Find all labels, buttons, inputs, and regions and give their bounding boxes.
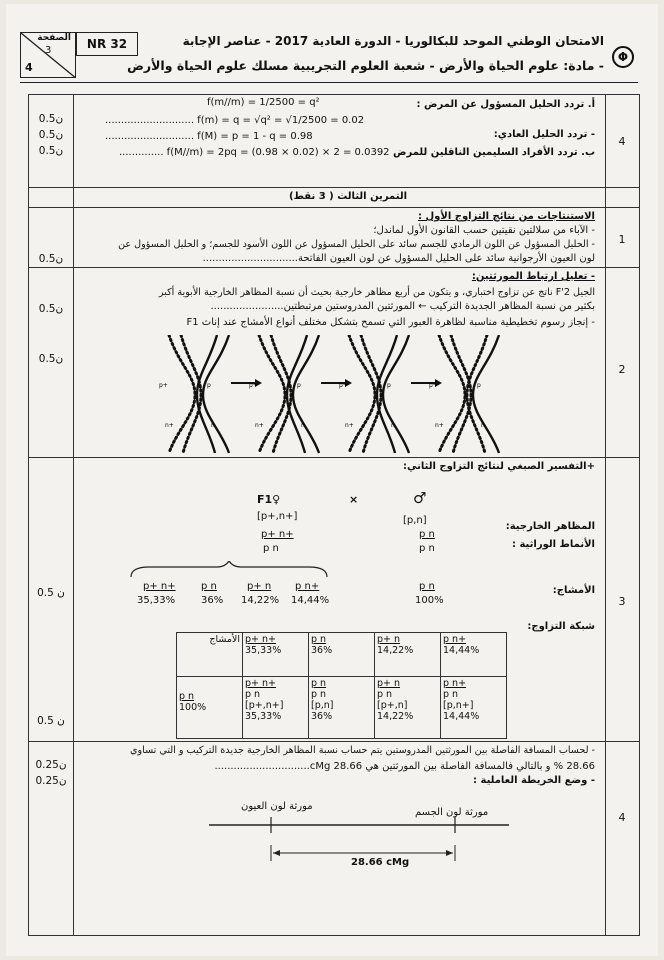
grid-cell	[243, 677, 309, 739]
row-divider	[29, 741, 639, 742]
genotype-label: الأنماط الوراثية :	[512, 539, 595, 550]
s4b-line: - لحساب المسافة الفاصلة بين المورثتين المدروستين يتم حساب نسبة المظاهر الخارجية جديدة التركيب و التي تساوي	[130, 745, 595, 756]
grid-row-label	[177, 677, 243, 739]
chromatid-solid	[473, 335, 499, 453]
question-column-divider	[605, 95, 606, 935]
gamete-genotype: p n+	[295, 581, 320, 592]
grid-header-percent: 14,22%	[377, 645, 414, 656]
page-number: 3	[45, 45, 52, 56]
grid-corner-label: الأمشاج	[209, 634, 240, 645]
allele-label: n+	[255, 422, 264, 429]
s3-heading: +التفسير الصبغي لنتائج التزاوج الثاني:	[403, 461, 595, 472]
grid-cell	[309, 677, 375, 739]
row-divider	[29, 207, 639, 208]
gamete-genotype: p n	[201, 581, 217, 592]
mark: 0.5 ن	[37, 587, 65, 599]
male-phenotype: [p,n]	[403, 515, 427, 526]
grid-corner	[177, 633, 243, 677]
allele-label: n	[391, 422, 395, 429]
cell-phenotype: [p+,n]	[377, 700, 408, 711]
grid-header-percent: 14,44%	[443, 645, 480, 656]
grid-header-percent: 36%	[311, 645, 333, 656]
allele-label: p	[207, 382, 211, 389]
s4b-line: 28.66 % و بالتالي فالمسافة الفاصلة بين المورثتين هي 28.66 cMg..............................	[214, 761, 595, 772]
grid-header-gamete: p n	[311, 634, 327, 645]
cell-percent: 36%	[311, 711, 333, 722]
chromatid-dotted	[259, 335, 285, 453]
row-divider	[29, 187, 639, 188]
mark: 0.5ن	[38, 145, 64, 157]
cell-percent: 14,22%	[377, 711, 414, 722]
allele-label: n+	[345, 422, 354, 429]
cell-genotype-bottom: p n	[443, 689, 459, 700]
grid-header	[309, 633, 375, 677]
s4a-normal-allele: - تردد الحليل العادي:	[493, 129, 595, 140]
s4a-carriers: ب. تردد الأفراد السليمين الناقلين للمرض	[393, 147, 595, 158]
page-label: الصفحة	[37, 33, 71, 43]
grid-row-gamete: p n	[179, 691, 195, 702]
cell-phenotype: [p+,n+]	[245, 700, 284, 711]
cell-genotype-bottom: p n	[311, 689, 327, 700]
gametes-brace	[129, 561, 329, 581]
allele-label: p	[477, 382, 481, 389]
cell-genotype-top: p n	[311, 678, 327, 689]
grid-header-gamete: p n+	[443, 634, 467, 645]
gamete-percent: 14,44%	[291, 595, 330, 606]
grid-header-percent: 35,33%	[245, 645, 282, 656]
grid-cell	[441, 677, 507, 739]
s1-heading: الاستنتاجات من نتائج التزاوج الأول :	[418, 211, 595, 222]
allele-label: p	[387, 382, 391, 389]
gamete-percent: 36%	[201, 595, 224, 606]
header-title: الامتحان الوطني الموحد للبكالوريا - الدورة العادية 2017 - عناصر الإجابة	[182, 34, 604, 48]
s2-line: بكثير من نسبة المظاهر الجديدة التركيب ← المورثتين المدروستين مرتبطتين.......................	[210, 301, 595, 312]
question-number: 2	[618, 363, 626, 376]
allele-label: n+	[435, 422, 444, 429]
page-number-box	[20, 32, 76, 78]
exam-page	[6, 4, 658, 956]
s2-line: - إنجاز رسوم تخطيطية مناسبة لظاهرة العبور التي تسمح بتشكل مختلف أنواع الأمشاج عند إناث F1	[186, 317, 595, 328]
question-number: 4	[618, 811, 626, 824]
map-distance: 28.66 cMg	[351, 857, 410, 868]
cell-genotype-top: p+ n+	[245, 678, 276, 689]
gamete-genotype: p+ n	[247, 581, 272, 592]
cell-percent: 35,33%	[245, 711, 282, 722]
mark: 0.5ن	[38, 129, 64, 141]
header-divider	[20, 82, 638, 83]
cell-phenotype: [p,n]	[311, 700, 334, 711]
mark: 0.5ن	[38, 303, 64, 315]
chromatid-solid	[383, 335, 409, 453]
mark: 0.5ن	[38, 113, 64, 125]
male-symbol: ♂	[413, 489, 427, 507]
chromatid-solid	[293, 335, 319, 453]
mark: 0.25ن	[35, 759, 67, 771]
gamete-percent: 35,33%	[137, 595, 176, 606]
allele-label: n+	[165, 422, 174, 429]
s2-heading: - تعليل ارتباط المورثتين:	[471, 271, 595, 282]
cell-genotype-bottom: p n	[377, 689, 393, 700]
female-geno-top: p+ n+	[261, 529, 294, 540]
gene-body-color: مورثة لون الجسم	[415, 807, 489, 818]
formula-2pq: .............. f(M//m) = 2pq = (0.98 × 0.02) × 2 = 0.0392	[119, 147, 390, 158]
grid-cell	[375, 677, 441, 739]
grid-header-gamete: p+ n	[377, 634, 401, 645]
cell-phenotype: [p,n+]	[443, 700, 474, 711]
logo-icon: Φ	[612, 46, 634, 68]
cell-percent: 14,44%	[443, 711, 480, 722]
cross-sign: ×	[349, 493, 359, 506]
formula-fM: ............................ f(M) = p = 1 - q = 0.98	[105, 131, 313, 142]
exam-code: NR 32	[76, 32, 138, 56]
allele-label: n	[211, 422, 215, 429]
chromatid-dotted	[349, 335, 375, 453]
chromatid-solid	[203, 335, 229, 453]
answer-grid	[28, 94, 640, 936]
cell-genotype-top: p+ n	[377, 678, 401, 689]
row-divider	[29, 457, 639, 458]
allele-label: p+	[159, 382, 168, 389]
s4a-title: أ. تردد الحليل المسؤول عن المرض :	[416, 99, 595, 110]
mark: 0.5 ن	[37, 715, 65, 727]
female-phenotype: [p+,n+]	[257, 511, 298, 522]
formula-fmm: f(m//m) = 1/2500 = q²	[207, 97, 320, 108]
female-label: F1♀	[257, 493, 281, 506]
s1-line: لون العيون الأرجوانية سائد على الحليل المسؤول عن لون العيون الفاتحة..............................	[202, 253, 595, 264]
allele-label: p+	[249, 382, 258, 389]
s4b-map-title: - وضع الخريطة العاملية :	[473, 775, 595, 786]
mark: 0.25ن	[35, 775, 67, 787]
allele-label: p+	[429, 382, 438, 389]
male-gamete-genotype: p n	[419, 581, 435, 592]
grid-header	[375, 633, 441, 677]
exercise-title: التمرين الثالث ( 3 نقط)	[289, 191, 408, 202]
allele-label: p+	[339, 382, 348, 389]
female-geno-bottom: p n	[263, 543, 279, 554]
grid-header	[243, 633, 309, 677]
gene-eye-color: مورثة لون العيون	[241, 801, 313, 812]
question-number: 3	[618, 595, 626, 608]
marks-column-divider	[73, 95, 74, 935]
cell-genotype-top: p n+	[443, 678, 467, 689]
crossing-over-diagram	[159, 335, 539, 455]
male-gamete-percent: 100%	[415, 595, 444, 606]
chromatid-dotted	[169, 335, 195, 453]
header-subject: - مادة: علوم الحياة والأرض - شعبة العلوم التجريبية مسلك علوم الحياة والأرض	[127, 58, 604, 73]
grid-header-gamete: p+ n+	[245, 634, 276, 645]
allele-label: n	[481, 422, 485, 429]
gametes-label: الأمشاج:	[552, 585, 595, 596]
question-number: 4	[618, 135, 626, 148]
male-geno-bottom: p n	[419, 543, 435, 554]
row-divider	[29, 267, 639, 268]
allele-label: n	[301, 422, 305, 429]
question-number: 1	[618, 233, 626, 246]
allele-label: p	[297, 382, 301, 389]
male-geno-top: p n	[419, 529, 435, 540]
phenotype-label: المظاهر الخارجية:	[505, 521, 595, 532]
punnett-label: شبكة التزاوج:	[527, 621, 595, 632]
mark: 0.5ن	[38, 353, 64, 365]
s1-line: - الحليل المسؤول عن اللون الرمادي للجسم سائد على الحليل المسؤول عن اللون الأسود للجسم؛ و الحليل المسؤول عن	[118, 239, 595, 250]
punnett-grid	[176, 632, 507, 739]
grid-row-percent: 100%	[179, 702, 207, 713]
s2-line: الجيل F'2 ناتج عن تزاوج اختباري، و يتكون من أربع مظاهر خارجية بحيث أن نسبة المظاهر الخارجية الأبوية أكبر	[158, 287, 595, 298]
page-total: 4	[25, 61, 33, 74]
chromatid-dotted	[439, 335, 465, 453]
cell-genotype-bottom: p n	[245, 689, 261, 700]
grid-header	[441, 633, 507, 677]
gamete-genotype: p+ n+	[143, 581, 176, 592]
mark: 0.5ن	[38, 253, 64, 265]
page-header	[20, 32, 638, 86]
s1-line: - الآباء من سلالتين نقيتين حسب القانون الأول لماندل؛	[373, 225, 595, 236]
gamete-percent: 14,22%	[241, 595, 280, 606]
formula-fm: ............................ f(m) = q = √q² = √1/2500 = 0.02	[105, 115, 365, 126]
